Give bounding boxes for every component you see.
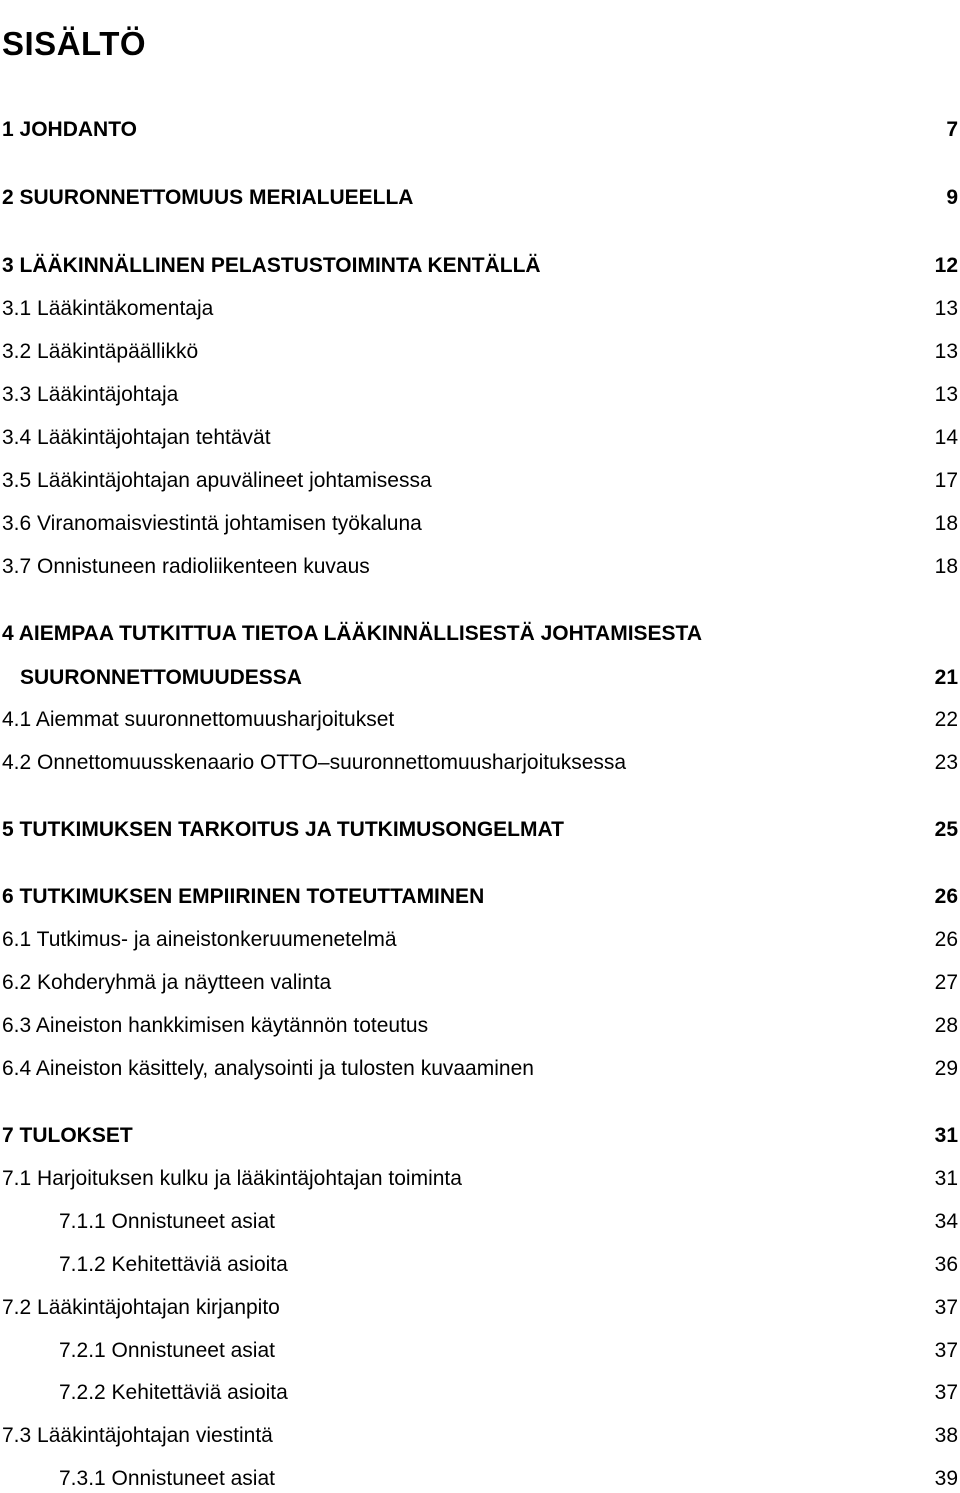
toc-entry-label: 4.1 Aiemmat suuronnettomuusharjoitukset [2, 708, 395, 731]
toc-entry-page-number: 27 [934, 971, 958, 994]
toc-entry-page-number: 23 [934, 751, 958, 774]
toc-entry-page-number: 13 [934, 383, 958, 406]
toc-entry-page-number: 26 [934, 928, 958, 951]
toc-entry-page-number: 39 [934, 1467, 958, 1490]
toc-entry-page-number: 17 [934, 469, 958, 492]
toc-entry[interactable] [2, 252, 958, 280]
toc-entry-label: 7.2.1 Onnistuneet asiat [59, 1339, 275, 1362]
toc-entry[interactable] [2, 1465, 958, 1493]
toc-entry[interactable] [2, 926, 958, 954]
toc-entry[interactable] [2, 816, 958, 844]
toc-entry[interactable] [2, 1337, 958, 1365]
toc-entry-page-number: 13 [934, 340, 958, 363]
toc-entry-page-number: 26 [934, 885, 958, 908]
toc-entry-label: 3.2 Lääkintäpäällikkö [2, 340, 199, 363]
toc-entry-page-number: 18 [934, 555, 958, 578]
toc-entry-page-number: 29 [934, 1057, 958, 1080]
toc-entry[interactable] [2, 295, 958, 323]
toc-entry-label: 3.4 Lääkintäjohtajan tehtävät [2, 426, 271, 449]
toc-entry-label: 6.2 Kohderyhmä ja näytteen valinta [2, 971, 332, 994]
toc-entry-label: 1 JOHDANTO [2, 118, 137, 141]
toc-entry-label: 7.2 Lääkintäjohtajan kirjanpito [2, 1296, 280, 1319]
toc-entry-label: 6.3 Aineiston hankkimisen käytännön toteutus [2, 1014, 429, 1037]
toc-entry-page-number: 13 [934, 297, 958, 320]
toc-entry[interactable] [2, 1122, 958, 1150]
toc-entry[interactable] [2, 381, 958, 409]
toc-entry-page-number: 28 [934, 1014, 958, 1037]
toc-entry-label: 3.5 Lääkintäjohtajan apuvälineet johtamisessa [2, 469, 432, 492]
toc-entry-page-number: 36 [934, 1253, 958, 1276]
toc-entry[interactable] [2, 1055, 958, 1083]
toc-entry-label: 6 TUTKIMUKSEN EMPIIRINEN TOTEUTTAMINEN [2, 885, 485, 908]
toc-entry-label: 4 AIEMPAA TUTKITTUA TIETOA LÄÄKINNÄLLISESTÄ JOHTAMISESTA [2, 622, 702, 645]
toc-entry[interactable] [2, 1012, 958, 1040]
toc-entry[interactable] [2, 184, 958, 212]
toc-entry-label: 7 TULOKSET [2, 1124, 133, 1147]
toc-entry-label: 3.3 Lääkintäjohtaja [2, 383, 179, 406]
toc-entry[interactable] [2, 1165, 958, 1193]
toc-entry-page-number: 22 [934, 708, 958, 731]
toc-entry[interactable] [2, 1294, 958, 1322]
toc-entry-page-number: 9 [946, 186, 958, 209]
toc-entry-label: 7.1.2 Kehitettäviä asioita [59, 1253, 288, 1276]
toc-entry[interactable] [2, 620, 958, 692]
toc-entry-page-number: 18 [934, 512, 958, 535]
toc-entry-label: 7.1 Harjoituksen kulku ja lääkintäjohtajan toiminta [2, 1167, 462, 1190]
toc-entry-page-number: 34 [934, 1210, 958, 1233]
toc-entry-page-number: 25 [934, 818, 958, 841]
toc-entry[interactable] [2, 467, 958, 495]
toc-entry[interactable] [2, 749, 958, 777]
toc-entry-page-number: 21 [934, 666, 958, 689]
toc-entry[interactable] [2, 969, 958, 997]
toc-entry[interactable] [2, 553, 958, 581]
toc-entry-label: 7.1.1 Onnistuneet asiat [59, 1210, 275, 1233]
toc-entry[interactable] [2, 883, 958, 911]
toc-entry-label: 7.2.2 Kehitettäviä asioita [59, 1381, 288, 1404]
toc-entry-label: 3 LÄÄKINNÄLLINEN PELASTUSTOIMINTA KENTÄLLÄ [2, 254, 541, 277]
toc-entry-page-number: 7 [946, 118, 958, 141]
toc-entry[interactable] [2, 510, 958, 538]
toc-entry-page-number: 38 [934, 1424, 958, 1447]
toc-entry[interactable] [2, 116, 958, 144]
toc-entry-page-number: 31 [934, 1124, 958, 1147]
toc-entry-label: 6.1 Tutkimus- ja aineistonkeruumenetelmä [2, 928, 397, 951]
toc-entry-label: 2 SUURONNETTOMUUS MERIALUEELLA [2, 186, 414, 209]
toc-entry[interactable] [2, 1422, 958, 1450]
toc-entry-label: 3.6 Viranomaisviestintä johtamisen työkaluna [2, 512, 422, 535]
toc-entry-label: 4.2 Onnettomuusskenaario OTTO–suuronnettomuusharjoituksessa [2, 751, 627, 774]
toc-entry[interactable] [2, 706, 958, 734]
toc-entry-label: 5 TUTKIMUKSEN TARKOITUS JA TUTKIMUSONGELMAT [2, 818, 564, 841]
toc-entry[interactable] [2, 338, 958, 366]
toc-entry-page-number: 31 [934, 1167, 958, 1190]
toc-entry-label: 7.3 Lääkintäjohtajan viestintä [2, 1424, 273, 1447]
toc-entry-label: 3.7 Onnistuneen radioliikenteen kuvaus [2, 555, 370, 578]
toc-entry-page-number: 37 [934, 1339, 958, 1362]
toc-entry[interactable] [2, 1251, 958, 1279]
toc-entry-page-number: 37 [934, 1296, 958, 1319]
toc-entry-page-number: 14 [934, 426, 958, 449]
toc-entry-page-number: 12 [934, 254, 958, 277]
toc-entry[interactable] [2, 1379, 958, 1407]
toc-entry-label: 6.4 Aineiston käsittely, analysointi ja tulosten kuvaaminen [2, 1057, 534, 1080]
toc-entry-label: 3.1 Lääkintäkomentaja [2, 297, 214, 320]
toc-entry-label-continued: SUURONNETTOMUUDESSA [20, 666, 302, 689]
toc-entry-page-number: 37 [934, 1381, 958, 1404]
page-title: SISÄLTÖ [2, 25, 147, 63]
toc-entry[interactable] [2, 1208, 958, 1236]
toc-entry[interactable] [2, 424, 958, 452]
toc-entry-label: 7.3.1 Onnistuneet asiat [59, 1467, 275, 1490]
